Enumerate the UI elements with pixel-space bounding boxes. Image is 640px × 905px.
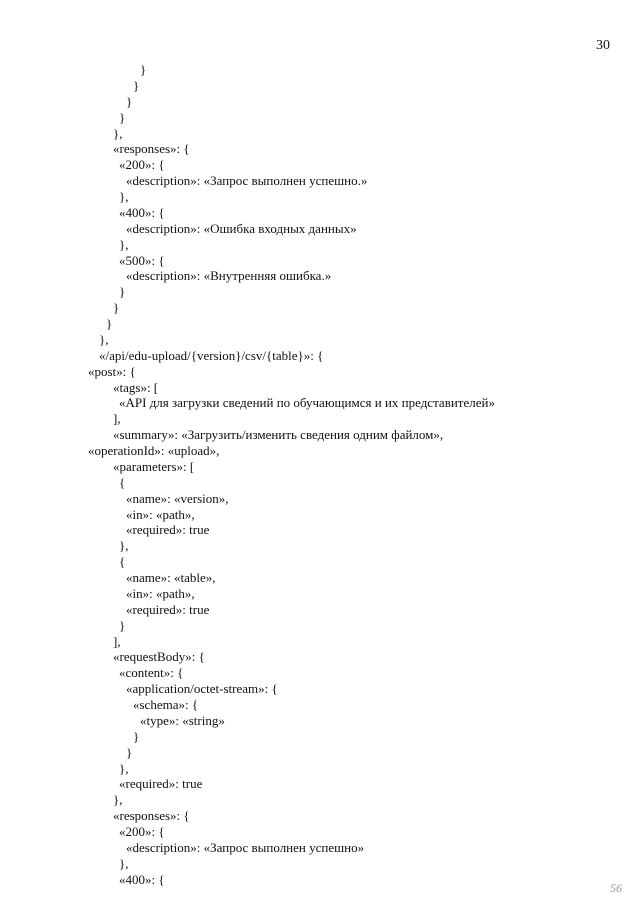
code-line: }, [119,189,129,204]
code-line: }, [119,538,129,554]
code-line: «required»: true [126,522,210,538]
code-line: }, [113,125,123,141]
code-line: } [119,284,126,300]
code-line: «API для загрузки сведений по обучающимся и их представителей» [119,395,495,411]
code-line: «schema»: { [133,697,199,712]
code-line: «500»: { [119,252,165,268]
code-line: }, [119,760,129,776]
code-line: ], [113,411,121,427]
code-line: «required»: true [119,776,203,792]
code-line: «required»: true [126,601,210,617]
code-line: «in»: «path», [126,585,195,601]
code-line: «description»: «Запрос выполнен успешно.» [126,173,368,189]
corner-mark: 56 [610,881,622,895]
code-line: ], [113,633,121,649]
code-line: } [126,744,133,760]
code-line: «application/octet-stream»: { [126,681,278,697]
code-line: «type»: «string» [140,712,225,728]
code-line: }, [99,331,109,347]
code-line: } [113,300,120,316]
code-line: } [133,77,140,93]
code-line: { [119,474,126,490]
code-line: «200»: { [119,157,165,173]
code-line: } [126,93,133,109]
code-line: «200»: { [119,824,165,839]
code-line: } [119,109,126,125]
code-line: «parameters»: [ [113,458,195,474]
code-line: «summary»: «Загрузить/изменить сведения одним файлом», [113,427,444,443]
page-number: 30 [596,38,610,53]
code-listing [0,62,640,888]
code-line: «operationId»: «upload», [88,443,220,458]
code-line: «name»: «table», [126,570,216,585]
code-line: «name»: «version», [126,490,229,506]
code-line: } [133,728,140,744]
code-line: «responses»: { [113,141,190,157]
code-line: «description»: «Ошибка входных данных» [126,220,357,236]
code-line: «responses»: { [113,808,190,824]
code-line: } [140,62,147,77]
code-line: «description»: «Запрос выполнен успешно» [126,839,365,855]
code-line: }, [119,236,129,252]
code-line: «requestBody»: { [113,649,205,665]
code-line: «400»: { [119,871,165,887]
code-line: }, [113,792,123,808]
code-line: { [119,554,126,570]
code-line: «in»: «path», [126,506,195,522]
code-line: «/api/edu-upload/{version}/csv/{table}»: { [99,347,324,363]
code-line: «400»: { [119,204,165,220]
code-line: «tags»: [ [113,379,159,395]
code-line: «description»: «Внутренняя ошибка.» [126,268,332,284]
code-line: } [119,617,126,633]
code-line: } [106,316,113,331]
code-line: «post»: { [88,363,136,379]
code-line: }, [119,855,129,871]
code-line: «content»: { [119,665,184,681]
